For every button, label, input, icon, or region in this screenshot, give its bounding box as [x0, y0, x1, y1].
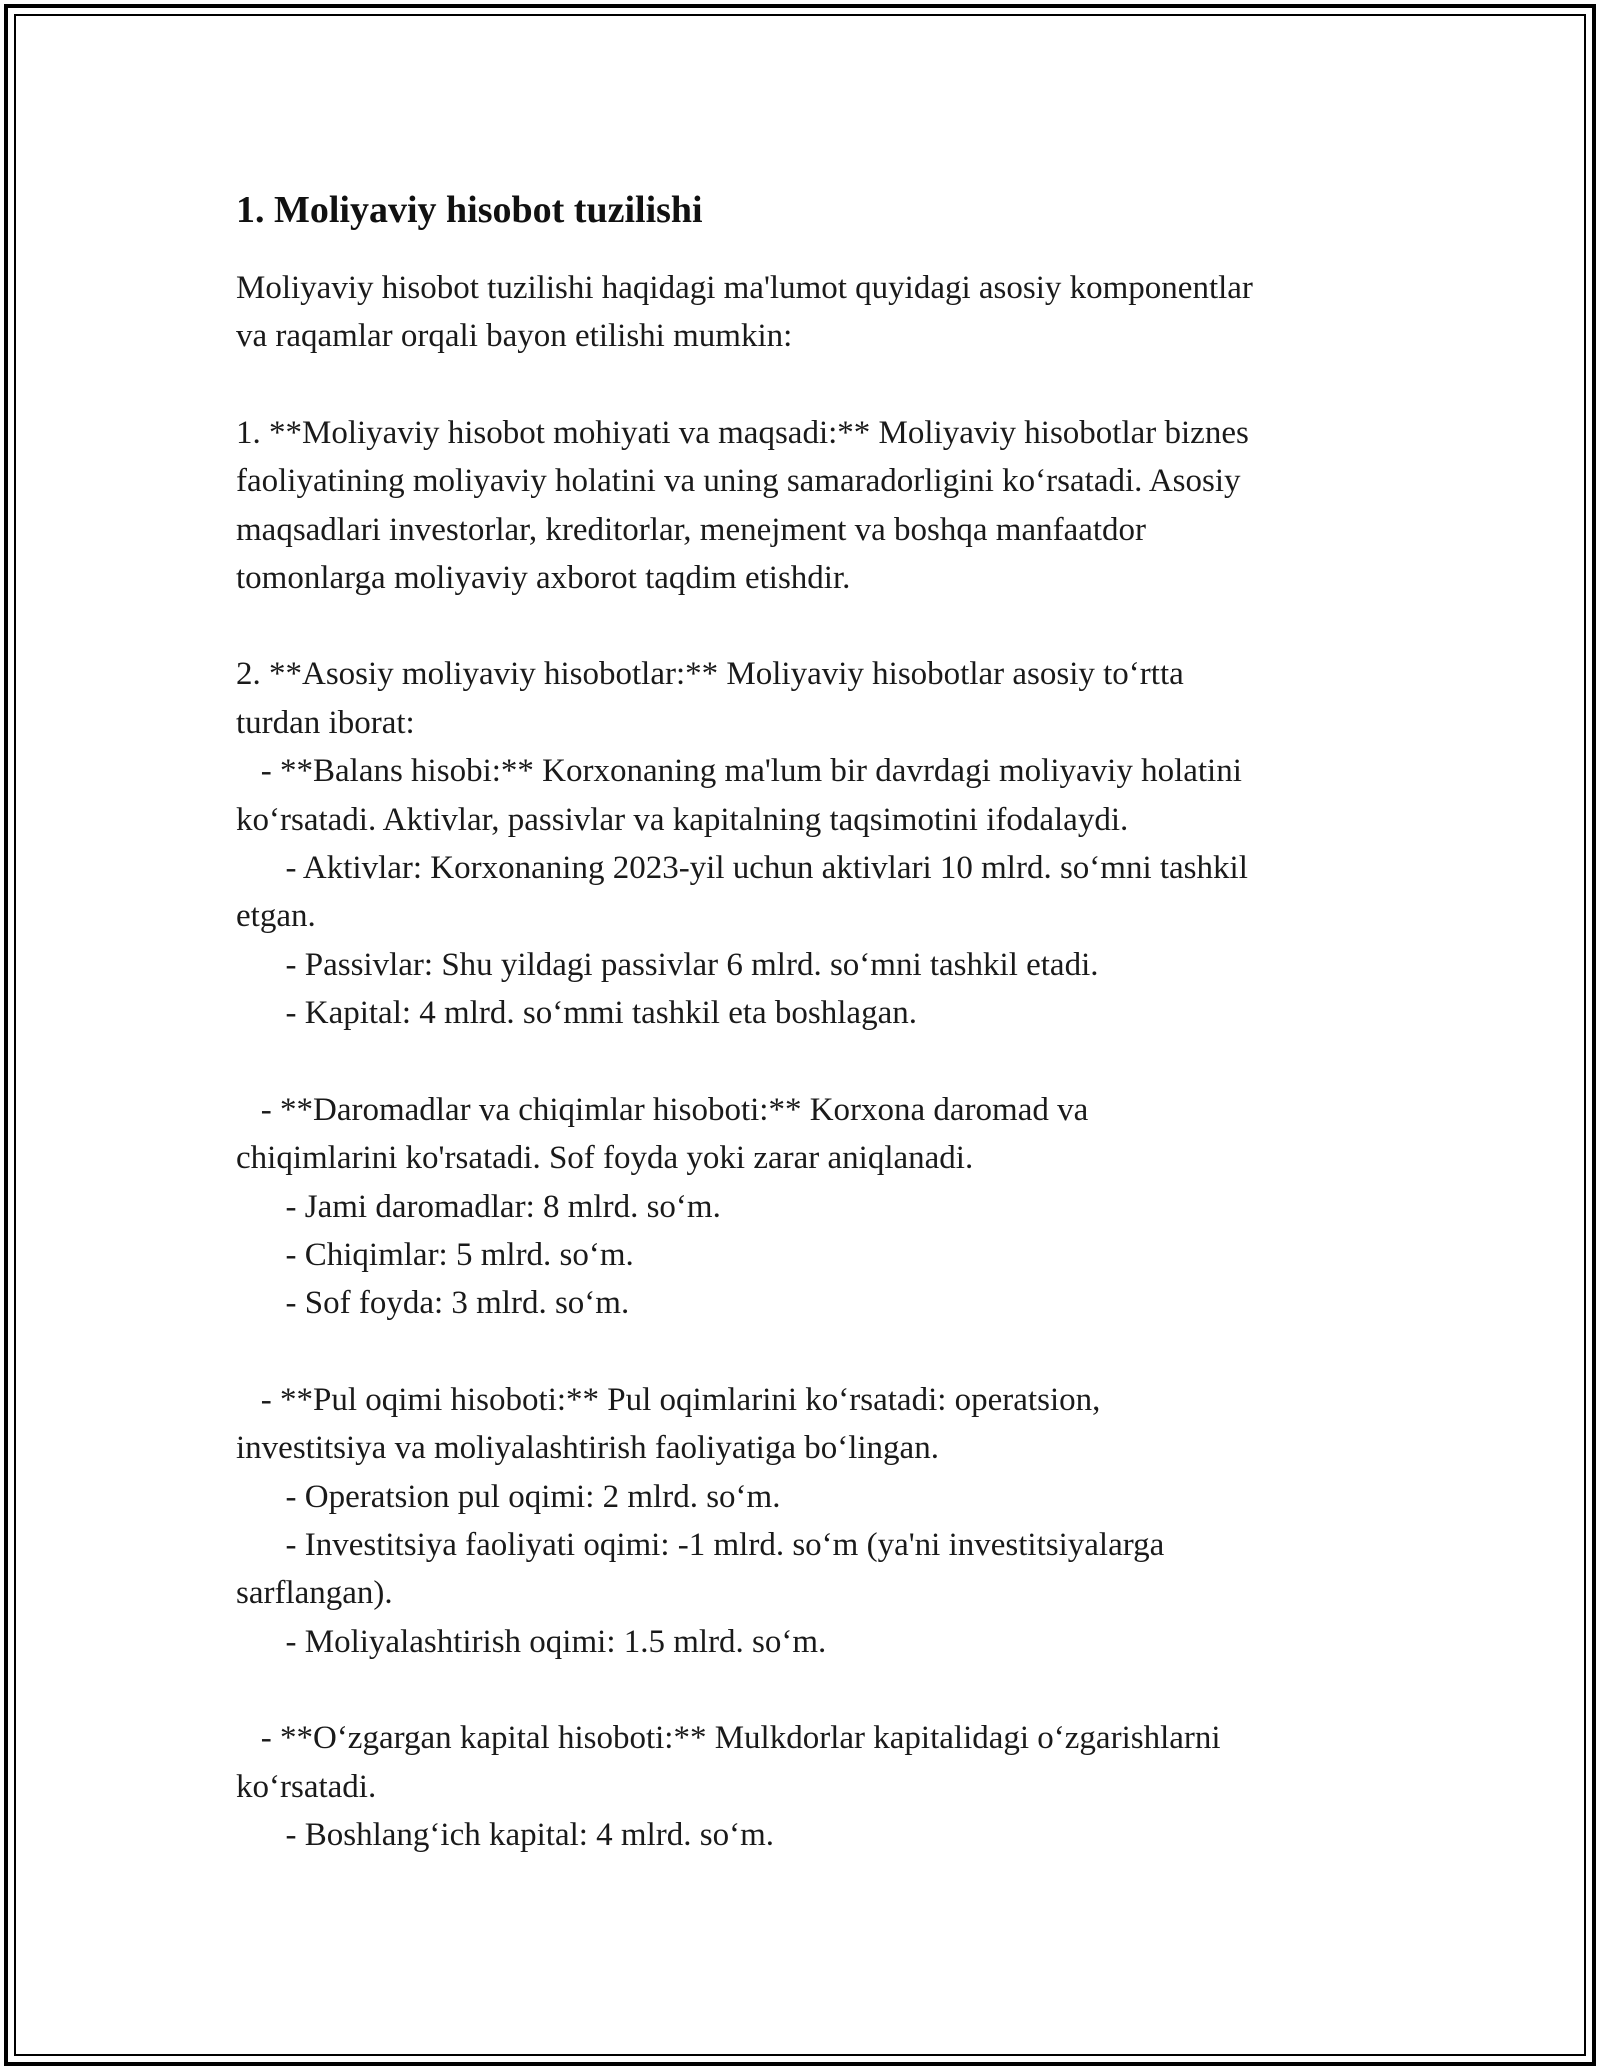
section-income-statement: - **Daromadlar va chiqimlar hisoboti:** Korxona daromad va chiqimlarini ko'rsatadi. Sof foyda yoki zarar aniqlanadi. - Jami daromadlar: 8 mlrd. so‘m. - Chiqimlar: 5 mlrd. so‘m. - Sof foyda: 3 mlrd. so‘m. — [236, 1091, 1089, 1322]
paragraph-gap — [236, 1666, 1376, 1714]
section-main-statements: 2. **Asosiy moliyaviy hisobotlar:** Moliyaviy hisobotlar asosiy to‘rtta turdan iborat: - **Balans hisobi:** Korxonaning ma'lum bir davrdagi moliyaviy holatini ko‘rsatadi. Aktivlar, passivlar va kapitalning taqsimotini ifodalaydi. - Aktivlar: Korxonaning 2023-yil uchun aktivlari 10 mlrd. so‘mni tashkil etgan. - Passivlar: Shu yildagi passivlar 6 mlrd. so‘mni tashkil etadi. - Kapital: 4 mlrd. so‘mmi tashkil eta boshlagan. — [236, 656, 1248, 1032]
paragraph-gap — [236, 1328, 1376, 1376]
paragraph-gap — [236, 361, 1376, 409]
paragraph-gap — [236, 602, 1376, 650]
document-body — [236, 186, 1376, 1859]
paragraph-gap — [236, 1038, 1376, 1086]
document-heading: 1. Moliyaviy hisobot tuzilishi — [236, 189, 703, 231]
section-cash-flow: - **Pul oqimi hisoboti:** Pul oqimlarini ko‘rsatadi: operatsion, investitsiya va moliyalashtirish faoliyatiga bo‘lingan. - Operatsion pul oqimi: 2 mlrd. so‘m. - Investitsiya faoliyati oqimi: -1 mlrd. so‘m (ya'ni investitsiyalarga sarflangan). - Moliyalashtirish oqimi: 1.5 mlrd. so‘m. — [236, 1381, 1165, 1660]
section-equity-changes: - **O‘zgargan kapital hisoboti:** Mulkdorlar kapitalidagi o‘zgarishlarni ko‘rsatadi. - Boshlang‘ich kapital: 4 mlrd. so‘m. — [236, 1720, 1221, 1853]
intro-paragraph: Moliyaviy hisobot tuzilishi haqidagi ma'lumot quyidagi asosiy komponentlar va raqamlar orqali bayon etilishi mumkin: — [236, 270, 1253, 355]
section-purpose: 1. **Moliyaviy hisobot mohiyati va maqsadi:** Moliyaviy hisobotlar biznes faoliyatining moliyaviy holatini va uning samaradorligini ko‘rsatadi. Asosiy maqsadlari investorlar, kreditorlar, menejment va boshqa manfaatdor tomonlarga moliyaviy axborot taqdim etishdir. — [236, 414, 1249, 597]
